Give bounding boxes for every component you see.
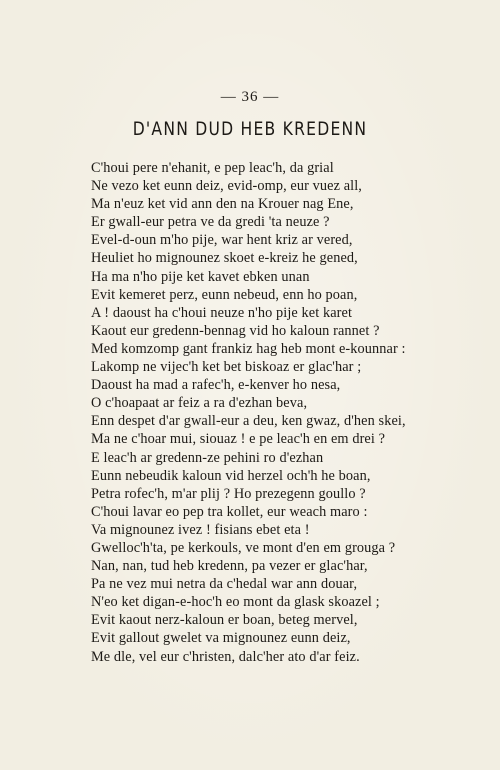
poem-line: Nan, nan, tud heb kredenn, pa vezer er glac'har, bbox=[91, 558, 368, 575]
poem-line: Pa ne vez mui netra da c'hedal war ann douar, bbox=[91, 576, 358, 593]
poem-line: Evit kaout nerz-kaloun er boan, beteg mervel, bbox=[91, 612, 358, 629]
poem-line: Daoust ha mad a rafec'h, e-kenver ho nesa, bbox=[91, 377, 341, 394]
poem-line: N'eo ket digan-e-hoc'h eo mont da glask skoazel ; bbox=[91, 594, 380, 611]
poem-line: Gwelloc'h'ta, pe kerkouls, ve mont d'en em grouga ? bbox=[91, 539, 396, 556]
poem-line: Va mignounez ivez ! fisians ebet eta ! bbox=[91, 521, 310, 538]
poem-line: Eunn nebeudik kaloun vid herzel och'h he boan, bbox=[91, 467, 371, 484]
poem-line: A ! daoust ha c'houi neuze n'ho pije ket karet bbox=[91, 304, 353, 321]
poem-line: Ma ne c'hoar mui, siouaz ! e pe leac'h en em drei ? bbox=[91, 431, 386, 448]
poem-line: Evit kemeret perz, eunn nebeud, enn ho poan, bbox=[91, 286, 358, 303]
poem-line: Petra rofec'h, m'ar plij ? Ho prezegenn goullo ? bbox=[91, 485, 366, 502]
poem-line: Evit gallout gwelet va mignounez eunn deiz, bbox=[91, 630, 351, 647]
poem-line: Lakomp ne vijec'h ket bet biskoaz er glac'har ; bbox=[91, 359, 362, 376]
poem-line: Evel-d-oun m'ho pije, war hent kriz ar vered, bbox=[91, 232, 353, 249]
poem-line: Ne vezo ket eunn deiz, evid-omp, eur vuez all, bbox=[91, 178, 362, 195]
poem-line: Med komzomp gant frankiz hag heb mont e-kounnar : bbox=[91, 340, 406, 357]
poem-line: Me dle, vel eur c'hristen, dalc'her ato d'ar feiz. bbox=[91, 648, 360, 665]
poem-body bbox=[91, 159, 431, 666]
poem-line: Kaout eur gredenn-bennag vid ho kaloun rannet ? bbox=[91, 322, 380, 339]
poem-line: Ma n'euz ket vid ann den na Krouer nag Ene, bbox=[91, 196, 354, 213]
poem-line: Enn despet d'ar gwall-eur a deu, ken gwaz, d'hen skei, bbox=[91, 413, 406, 430]
poem-line: Heuliet ho mignounez skoet e-kreiz he gened, bbox=[91, 250, 358, 267]
poem-title: D'ANN DUD HEB KREDENN bbox=[132, 118, 368, 140]
poem-line: Ha ma n'ho pije ket kavet ebken unan bbox=[91, 268, 310, 285]
poem-line: Er gwall-eur petra ve da gredi 'ta neuze ? bbox=[91, 214, 330, 231]
page-number: — 36 — bbox=[220, 89, 280, 105]
poem-line: C'houi pere n'ehanit, e pep leac'h, da grial bbox=[91, 160, 334, 176]
poem-line: E leac'h ar gredenn-ze pehini ro d'ezhan bbox=[91, 449, 324, 466]
poem-line: O c'hoapaat ar feiz a ra d'ezhan beva, bbox=[91, 395, 308, 412]
poem-line: C'houi lavar eo pep tra kollet, eur weach maro : bbox=[91, 503, 368, 520]
